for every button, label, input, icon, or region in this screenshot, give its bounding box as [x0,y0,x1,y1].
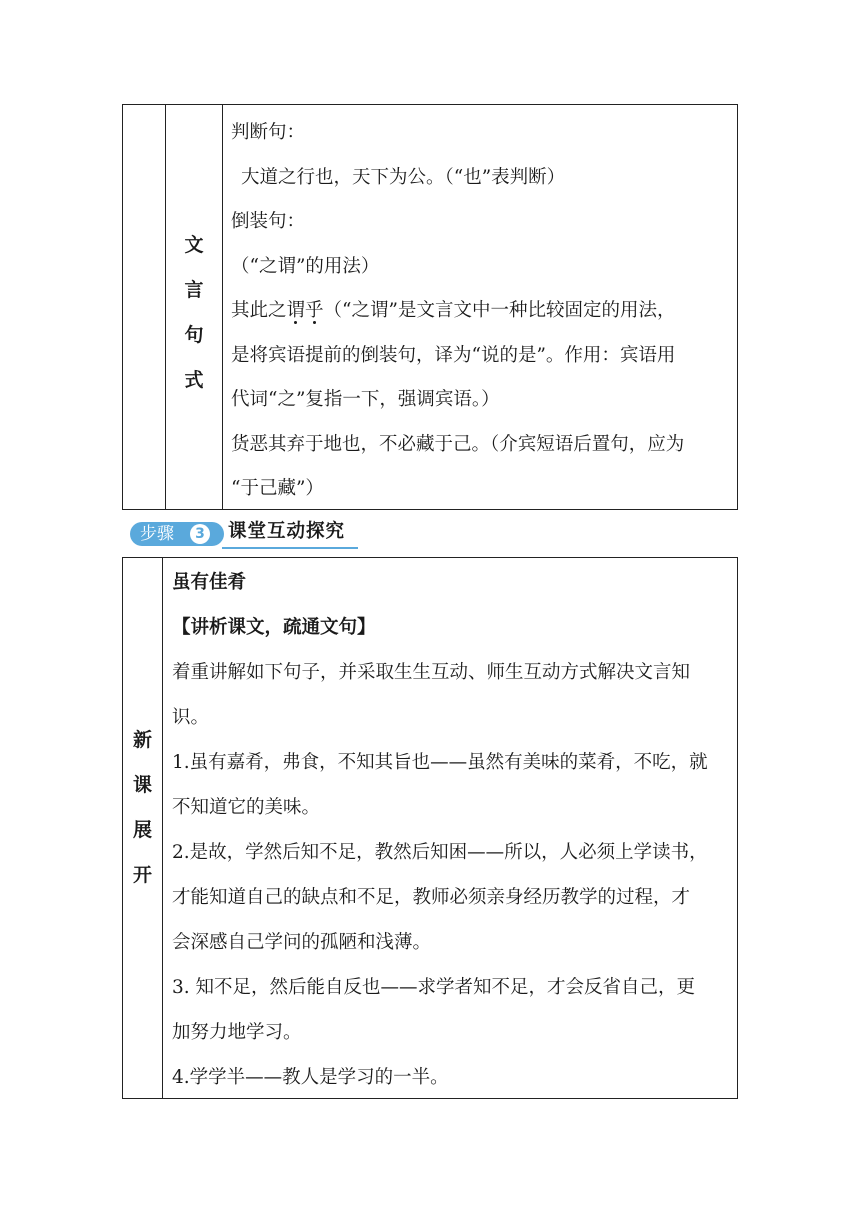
table-category-column [166,105,223,509]
text-line: “于己藏”） [231,478,324,499]
step-badge [130,522,224,546]
category-char: 言 [184,279,204,301]
category-label-new-lesson [123,718,162,898]
category-char: 新 [132,729,152,751]
text-fragment: 其此之 [231,300,287,321]
text-line: 会深感自己学问的孤陋和浅薄。 [172,932,432,953]
section-header [130,520,370,548]
text-line: 判断句： [231,122,306,143]
emphasis-dotted-char: 谓 [286,300,306,321]
grammar-content [231,111,733,512]
step-number: 3 [190,524,210,544]
grammar-table [122,104,738,510]
step-label: 步骤 [140,524,174,544]
text-fragment: （“之谓”是文言文中一种比较固定的用法， [323,300,676,321]
text-line: 2.是故，学然后知不足，教然后知困——所以，人必须上学读书， [172,842,708,863]
text-line: 大道之行也，天下为公。（“也”表判断） [241,166,566,188]
section-title: 课堂互动探究 [228,521,346,542]
text-line: 3. 知不足，然后能自反也——求学者知不足，才会反省自己，更 [172,977,696,998]
text-line: 代词“之”复指一下，强调宾语。） [231,389,500,410]
category-char: 展 [132,819,152,841]
text-line: 货恶其弃于地也，不必藏于己。（介宾短语后置句，应为 [231,433,685,455]
text-line: 1.虽有嘉肴，弗食，不知其旨也——虽然有美味的菜肴，不吃，就 [172,752,708,773]
lesson-content [172,560,732,1100]
lesson-table [122,557,738,1099]
category-char: 开 [132,864,152,886]
emphasis-dotted-char: 乎 [305,300,324,321]
table-blank-column [123,105,166,509]
text-line: 识。 [172,707,210,728]
category-label-classical-sentence-patterns [166,223,222,403]
category-char: 式 [184,369,204,391]
table-category-column [123,558,163,1098]
text-line: 加努力地学习。 [172,1022,302,1043]
lesson-title: 虽有佳肴 [172,572,247,593]
text-line: 不知道它的美味。 [172,797,321,818]
section-underline [222,547,358,549]
subsection-heading: 【讲析课文，疏通文句】 [172,617,376,638]
category-char: 句 [184,324,204,346]
text-line: （“之谓”的用法） [231,255,380,277]
text-line: 着重讲解如下句子，并采取生生互动、师生互动方式解决文言知 [172,662,691,683]
category-char: 文 [184,234,204,256]
text-line: 4.学学半——教人是学习的一半。 [172,1067,449,1088]
text-line: 倒装句： [231,211,306,232]
text-line: 是将宾语提前的倒装句，译为“说的是”。作用：宾语用 [231,344,676,366]
text-line: 才能知道自己的缺点和不足，教师必须亲身经历教学的过程，才 [172,887,691,908]
category-char: 课 [132,774,152,796]
text-line [231,289,733,334]
